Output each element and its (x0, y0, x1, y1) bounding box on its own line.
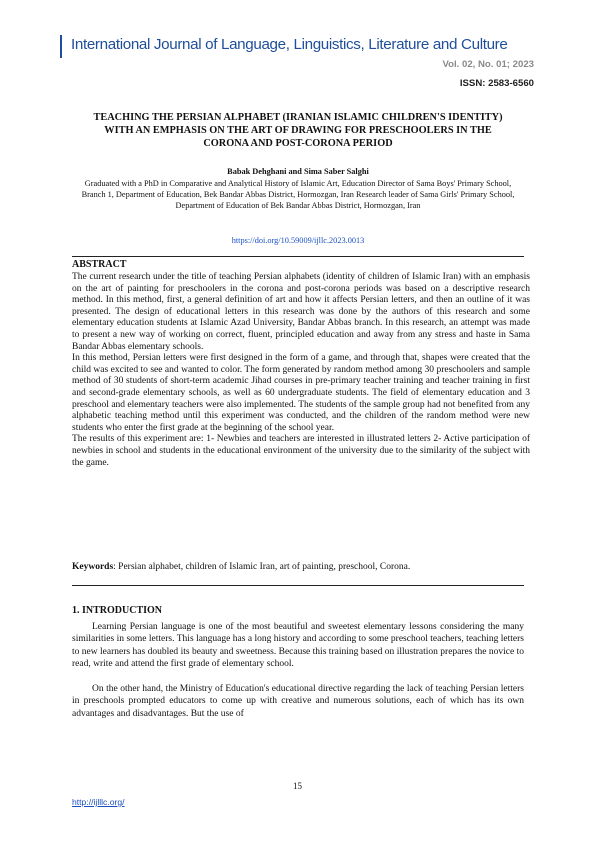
abstract-paragraph: In this method, Persian letters were first designed in the form of a game, and through that, shapes were created that the child was excited to see and wanted to color. The form generated by random method among 30 preschoolers and sample method of 30 students of short-term academic Jihad courses in pre-primary teacher training and teacher training in first and second-grade elementary schools, as well as 60 undergraduate students. The field of elementary education and 3 preschool and elementary teachers were also implemented. The students of the sample group had not benefited from any alphabetic teaching method until this experiment was conducted, and the children of the random method were new students who enter the first grade at the beginning of the school year. (72, 353, 530, 433)
journal-title: International Journal of Language, Linguistics, Literature and Culture (71, 36, 508, 53)
issn: ISSN: 2583-6560 (459, 78, 534, 89)
introduction-paragraph: Learning Persian language is one of the most beautiful and sweetest elementary lessons considering the many similarities in some letters. This language has a long history and according to some preschool teachers, teaching letters to new learners has doubled its beauty and sweetness. Because this training based on illustration prepares the novice to read, write and attend the first grade of elementary school. (72, 622, 524, 670)
article-authors: Babak Dehghani and Sima Saber Salghi (227, 167, 369, 176)
journal-website-link[interactable]: http://ijlllc.org/ (72, 797, 125, 807)
abstract-paragraph: The results of this experiment are: 1- Newbies and teachers are interested in illustrated letters 2- Active participation of newbies in school and students in the educational environment of the university due to the similarity of the subject with the game. (72, 434, 530, 468)
keywords-text: : Persian alphabet, children of Islamic Iran, art of painting, preschool, Corona. (113, 562, 411, 572)
introduction-heading: 1. INTRODUCTION (72, 605, 163, 616)
page-number: 15 (293, 781, 302, 791)
abstract-paragraph: The current research under the title of teaching Persian alphabets (identity of children of Islamic Iran) with an emphasis on the art of painting for preschoolers in the corona and post-corona periods was based on a descriptive research method. In this method, first, a general definition of art and how it affects Persian letters, and then an outline of it was presented. The design of educational letters in this research was done by the authors of this research and some elementary education students at Islamic Azad University, Bandar Abbas branch. In this research, an attempt was made to present a new way of working on correct, fluent, principled education and away from any stress and haste in Sama Bandar Abbas elementary schools. (72, 272, 530, 352)
section-divider (72, 585, 524, 586)
doi-link[interactable]: https://doi.org/10.59009/ijllc.2023.0013 (231, 236, 365, 245)
keywords-label: Keywords (72, 562, 114, 572)
abstract-divider (72, 256, 524, 257)
volume-issue: Vol. 02, No. 01; 2023 (442, 59, 534, 70)
author-affiliation: Graduated with a PhD in Comparative and Analytical History of Islamic Art, Education Director of Sama Boys' Primary School, Branch 1, Department of Education, Bek Bandar Abbas District, Hormozgan, Iran Research leader of Sama Girls' Primary School, Department of Education of Bek Bandar Abbas District, Hormozgan, Iran (81, 179, 515, 211)
keywords (72, 562, 530, 572)
introduction-paragraph: On the other hand, the Ministry of Education's educational directive regarding the lack of teaching Persian letters in preschools prompted educators to come up with creative and numerous solutions, each of which has its own advantages and disadvantages. But the use of (72, 684, 524, 719)
article-title: TEACHING THE PERSIAN ALPHABET (IRANIAN ISLAMIC CHILDREN'S IDENTITY) WITH AN EMPHASIS ON THE ART OF DRAWING FOR PRESCHOOLERS IN THE CORONA AND POST-CORONA PERIOD (93, 112, 503, 149)
abstract-heading: ABSTRACT (72, 259, 127, 270)
header-accent-bar (60, 35, 62, 58)
introduction-body (72, 621, 524, 733)
abstract-body (72, 272, 530, 469)
